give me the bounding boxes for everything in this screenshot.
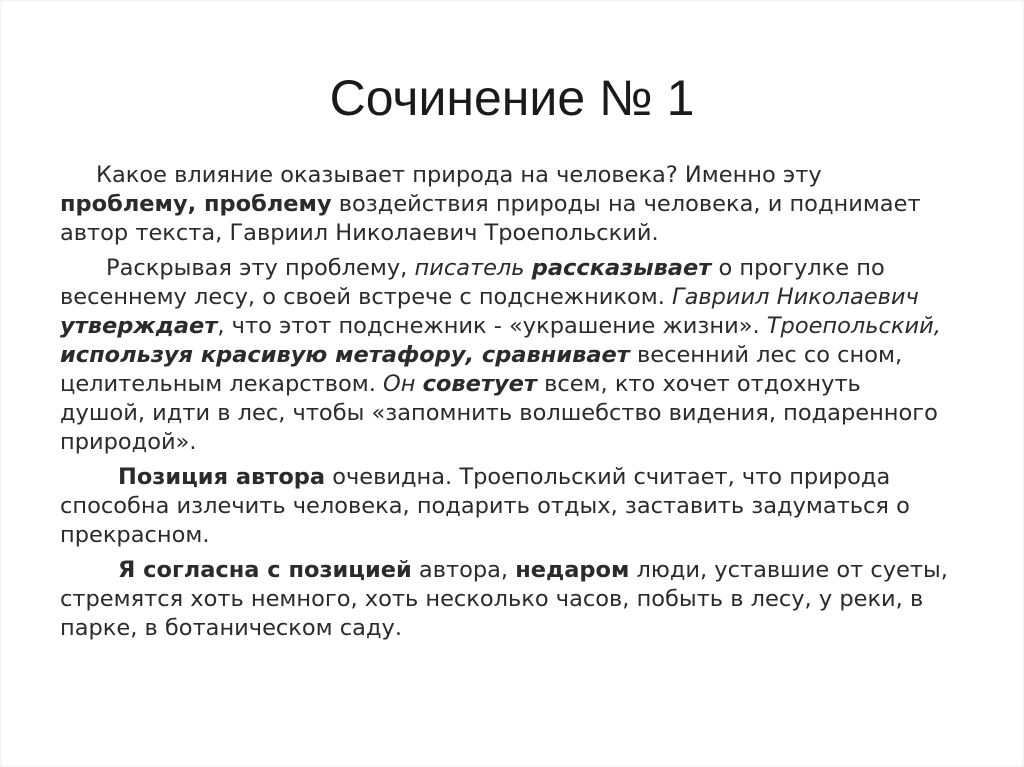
paragraph-line	[60, 521, 972, 550]
text-run: стремятся хоть немного, хоть несколько часов, побыть в лесу, у реки, в	[60, 586, 924, 612]
paragraph-line	[60, 585, 972, 614]
essay-paragraph	[60, 463, 972, 550]
paragraph-line	[60, 254, 972, 283]
essay-paragraph	[60, 161, 972, 248]
text-run: способна излечить человека, подарить отдых, заставить задуматься о	[60, 493, 910, 519]
text-run: автора,	[411, 557, 516, 583]
paragraph-line	[60, 463, 972, 492]
text-run: Я согласна с позицией	[118, 557, 412, 583]
text-run: писатель	[414, 255, 532, 281]
text-run: Троепольский,	[766, 313, 941, 339]
paragraph-line	[60, 283, 972, 312]
paragraph-line	[60, 614, 972, 643]
text-run: Позиция автора	[118, 464, 326, 490]
text-run: парке, в ботаническом саду.	[60, 615, 402, 641]
slide-title: Сочинение № 1	[329, 70, 695, 126]
text-run: воздействия природы на человека, и поднимает	[331, 191, 921, 217]
text-run: целительным лекарством.	[60, 371, 384, 397]
paragraph-line	[60, 190, 972, 219]
text-run: очевидна. Троепольский считает, что природа	[325, 464, 891, 490]
text-run: Он	[383, 371, 423, 397]
text-run: проблему, проблему	[60, 191, 332, 217]
text-run: , что этот подснежник - «украшение жизни».	[217, 313, 767, 339]
text-run: советует	[422, 371, 537, 397]
text-run: всем, кто хочет отдохнуть	[536, 371, 861, 397]
paragraph-line	[60, 556, 972, 585]
paragraph-line	[60, 428, 972, 457]
paragraph-line	[60, 161, 972, 190]
text-run: душой, идти в лес, чтобы «запомнить волшебство видения, подаренного	[60, 400, 938, 426]
text-run: весенний лес со сном,	[629, 342, 903, 368]
text-run: Гавриил Николаевич	[672, 284, 919, 310]
text-run: люди, уставшие от суеты,	[629, 557, 948, 583]
text-run: прекрасном.	[60, 522, 210, 548]
text-run: автор текста, Гавриил Николаевич Троепольский.	[60, 220, 659, 246]
paragraph-line	[60, 341, 972, 370]
text-run: о прогулке по	[711, 255, 885, 281]
essay-paragraph	[60, 556, 972, 643]
text-run: весеннему лесу, о своей встрече с подснежником.	[60, 284, 673, 310]
essay-paragraph	[60, 254, 972, 457]
text-run: используя красивую метафору, сравнивает	[60, 342, 630, 368]
text-run: Какое влияние оказывает природа на человека? Именно эту	[96, 162, 822, 188]
text-run: рассказывает	[531, 255, 712, 281]
text-run: Раскрывая эту проблему,	[106, 255, 415, 281]
paragraph-line	[60, 492, 972, 521]
text-run: природой».	[60, 429, 197, 455]
essay-body	[60, 161, 972, 649]
text-run: утверждает	[60, 313, 218, 339]
paragraph-line	[60, 399, 972, 428]
paragraph-line	[60, 219, 972, 248]
paragraph-line	[60, 370, 972, 399]
text-run: недаром	[515, 557, 630, 583]
paragraph-line	[60, 312, 972, 341]
